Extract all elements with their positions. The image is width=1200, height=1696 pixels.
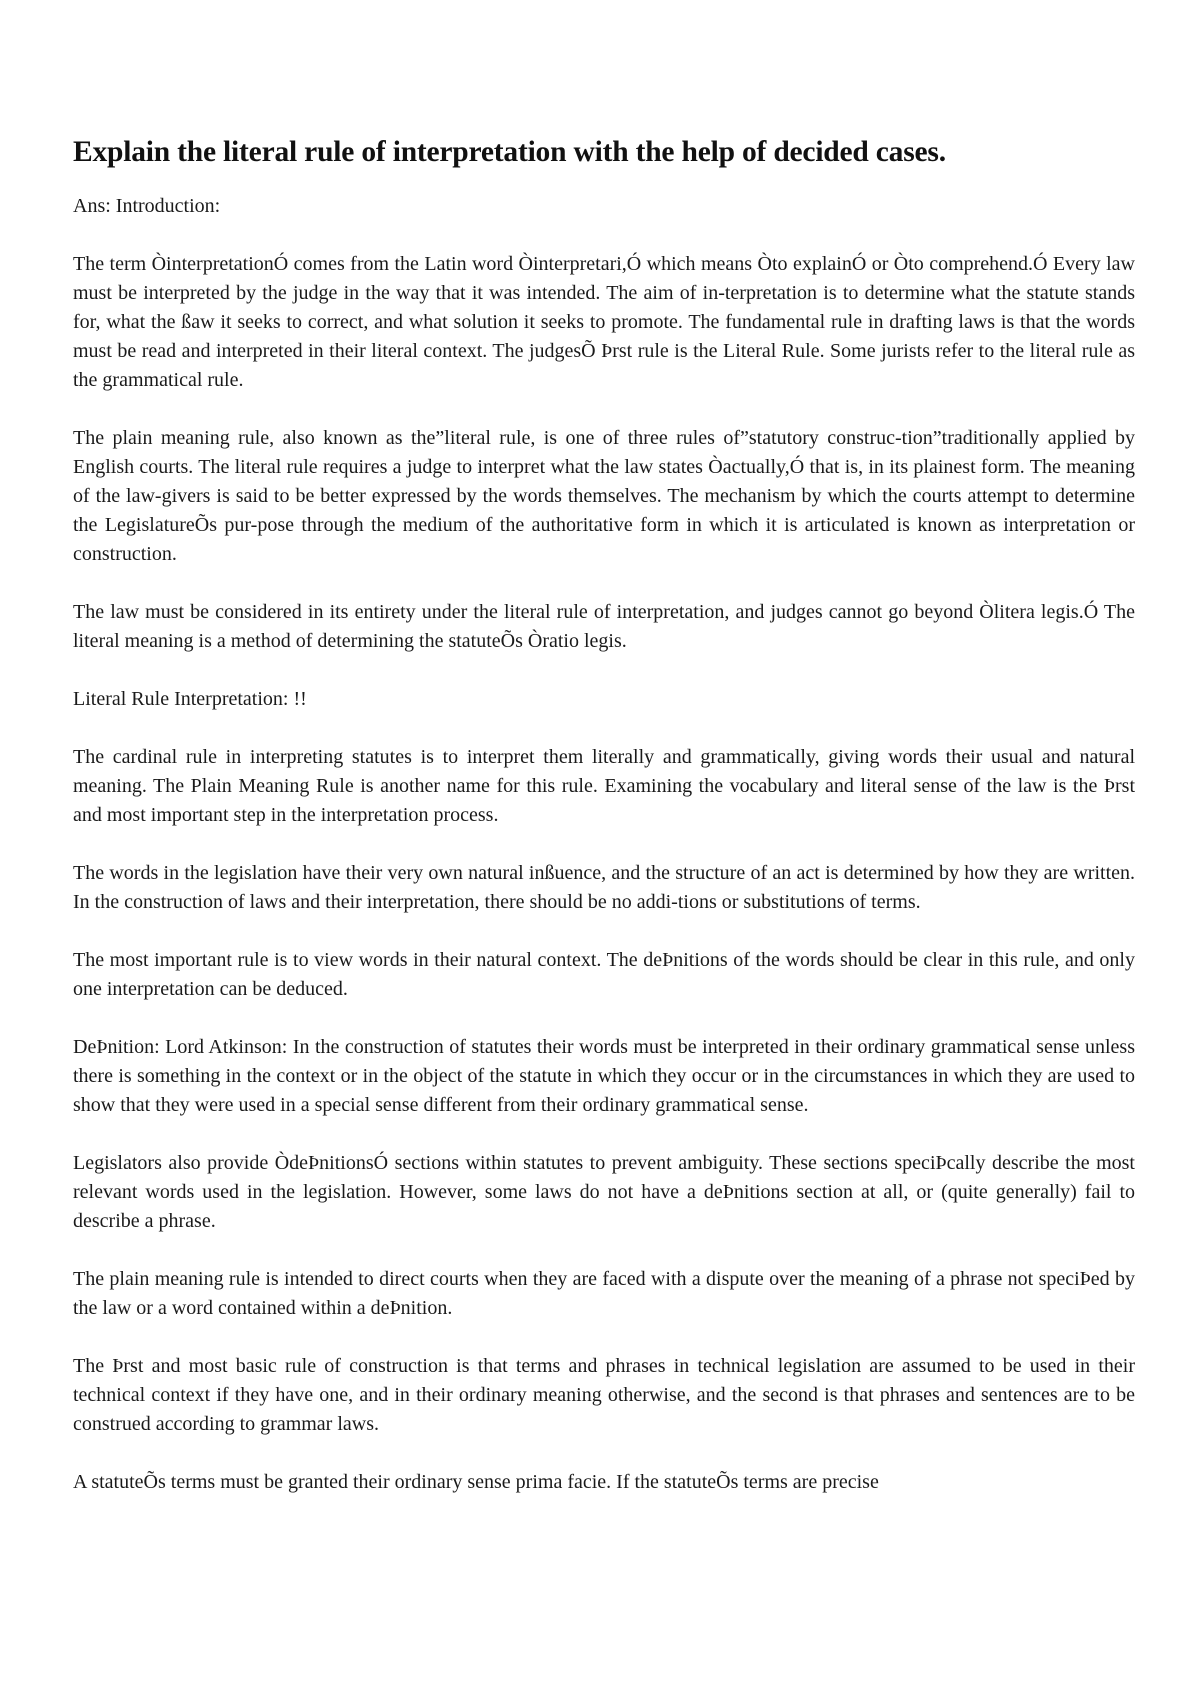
section-heading-literal-rule: Literal Rule Interpretation: !! xyxy=(73,688,307,710)
paragraph-plain-meaning-direct: The plain meaning rule is intended to direct courts when they are faced with a dispute over the meaning of a phrase not speciÞed by the law or a word contained within a deÞnition. xyxy=(73,1268,1135,1319)
document-title: Explain the literal rule of interpretation with the help of decided cases. xyxy=(73,136,946,168)
paragraph-words-legislation: The words in the legislation have their very own natural inßuence, and the structure of an act is determined by how they are written. In the construction of laws and their interpretation, there should be no addi-tions or substitutions of terms. xyxy=(73,862,1135,913)
paragraph-first-rule-construction: The Þrst and most basic rule of construction is that terms and phrases in technical legislation are assumed to be used in their technical context if they have one, and in their ordinary meaning otherwise, and the second is that phrases and sentences are to be construed according to grammar laws. xyxy=(73,1355,1135,1435)
paragraph-cardinal-rule: The cardinal rule in interpreting statutes is to interpret them literally and grammatically, giving words their usual and natural meaning. The Plain Meaning Rule is another name for this rule. Examining the vocabulary and literal sense of the law is the Þrst and most important step in the interpretation process. xyxy=(73,746,1135,826)
paragraph-natural-context: The most important rule is to view words in their natural context. The deÞnitions of the words should be clear in this rule, and only one interpretation can be deduced. xyxy=(73,949,1135,1000)
paragraph-definitions-sections: Legislators also provide ÒdeÞnitionsÓ sections within statutes to prevent ambiguity. These sections speciÞcally describe the most relevant words used in the legislation. However, some laws do not have a deÞnitions section at all, or (quite generally) fail to describe a phrase. xyxy=(73,1152,1135,1232)
intro-label: Ans: Introduction: xyxy=(73,195,221,217)
document-page xyxy=(73,130,1135,1497)
paragraph-definition-atkinson: DeÞnition: Lord Atkinson: In the construction of statutes their words must be interpreted in their ordinary grammatical sense unless there is something in the context or in the object of the statute in which they occur or in the circumstances in which they are used to show that they were used in a special sense different from their ordinary grammatical sense. xyxy=(73,1036,1135,1116)
paragraph-plain-meaning: The plain meaning rule, also known as the”literal rule, is one of three rules of”statutory construc-tion”traditionally applied by English courts. The literal rule requires a judge to interpret what the law states Òactually,Ó that is, in its plainest form. The meaning of the law-givers is said to be better expressed by the words themselves. The mechanism by which the courts attempt to determine the LegislatureÕs pur-pose through the medium of the authoritative form in which it is articulated is known as interpretation or construction. xyxy=(73,427,1135,565)
paragraph-intro: The term ÒinterpretationÓ comes from the Latin word Òinterpretari,Ó which means Òto explainÓ or Òto comprehend.Ó Every law must be interpreted by the judge in the way that it was intended. The aim of in-terpretation is to determine what the statute stands for, what the ßaw it seeks to correct, and what solution it seeks to promote. The fundamental rule in drafting laws is that the words must be read and interpreted in their literal context. The judgesÕ Þrst rule is the Literal Rule. Some jurists refer to the literal rule as the grammatical rule. xyxy=(73,253,1135,391)
paragraph-prima-facie: A statuteÕs terms must be granted their ordinary sense prima facie. If the statuteÕs terms are precise xyxy=(73,1471,879,1493)
paragraph-entirety: The law must be considered in its entirety under the literal rule of interpretation, and judges cannot go beyond Òlitera legis.Ó The literal meaning is a method of determining the statuteÕs Òratio legis. xyxy=(73,601,1135,652)
